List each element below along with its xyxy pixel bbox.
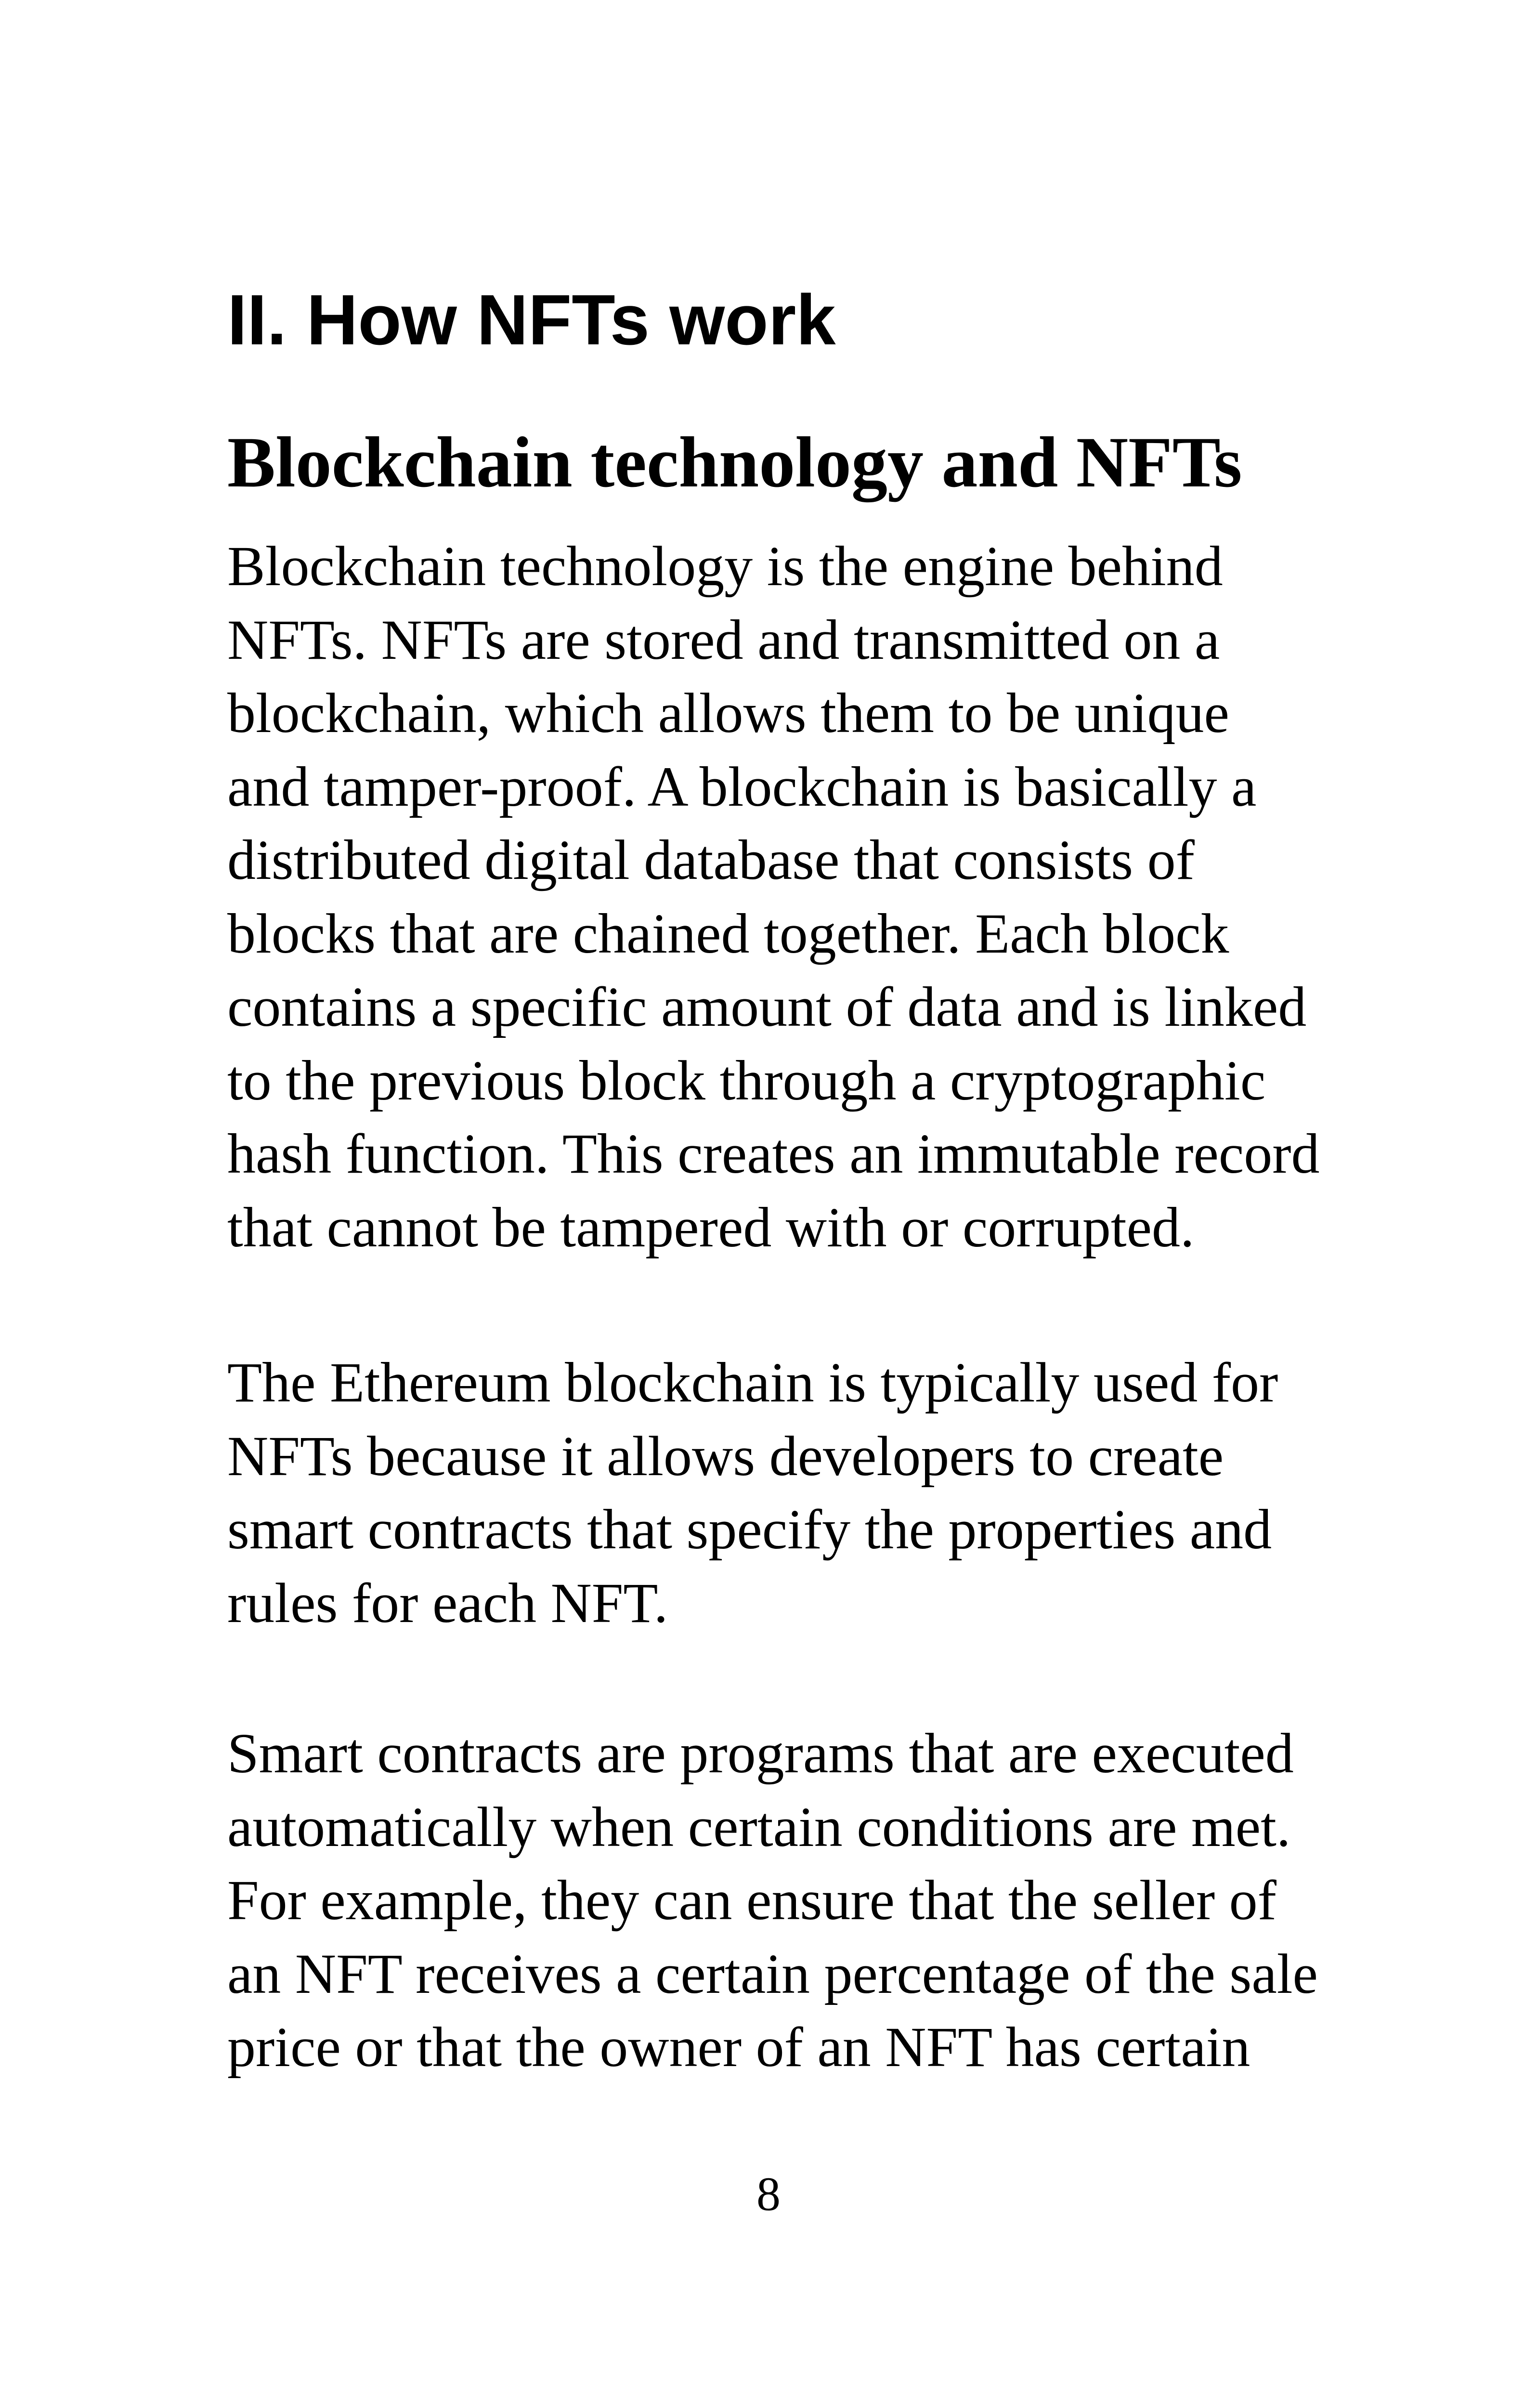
paragraph-ethereum (227, 1346, 1325, 1640)
text-line: to the previous block through a cryptographic (227, 1048, 1266, 1112)
text-line: smart contracts that specify the properties and (227, 1498, 1272, 1561)
text-line: price or that the owner of an NFT has certain (227, 2015, 1250, 2079)
text-line: contains a specific amount of data and is linked (227, 975, 1307, 1038)
text-line: The Ethereum blockchain is typically used for (227, 1351, 1278, 1414)
page-number: 8 (756, 2167, 781, 2221)
text-line: distributed digital database that consists of (227, 828, 1195, 891)
text-line: blocks that are chained together. Each block (227, 902, 1229, 965)
text-line: hash function. This creates an immutable record (227, 1122, 1320, 1185)
text-line: automatically when certain conditions are met. (227, 1795, 1291, 1858)
text-line: blockchain, which allows them to be unique (227, 681, 1229, 745)
text-line: Smart contracts are programs that are executed (227, 1722, 1294, 1785)
section-title: Blockchain technology and NFTs (227, 422, 1242, 502)
text-line: that cannot be tampered with or corrupted. (227, 1195, 1195, 1259)
text-line: rules for each NFT. (227, 1571, 668, 1635)
paragraph-blockchain-intro (227, 530, 1325, 1264)
text-line: Blockchain technology is the engine behind (227, 535, 1223, 598)
text-line: and tamper-proof. A blockchain is basically a (227, 755, 1257, 818)
text-line: an NFT receives a certain percentage of the sale (227, 1942, 1318, 2005)
text-line: For example, they can ensure that the seller of (227, 1869, 1276, 1932)
text-line: NFTs. NFTs are stored and transmitted on a (227, 608, 1220, 671)
text-line: NFTs because it allows developers to create (227, 1424, 1224, 1488)
paragraph-smart-contracts (227, 1717, 1325, 2084)
chapter-title: II. How NFTs work (227, 280, 836, 360)
